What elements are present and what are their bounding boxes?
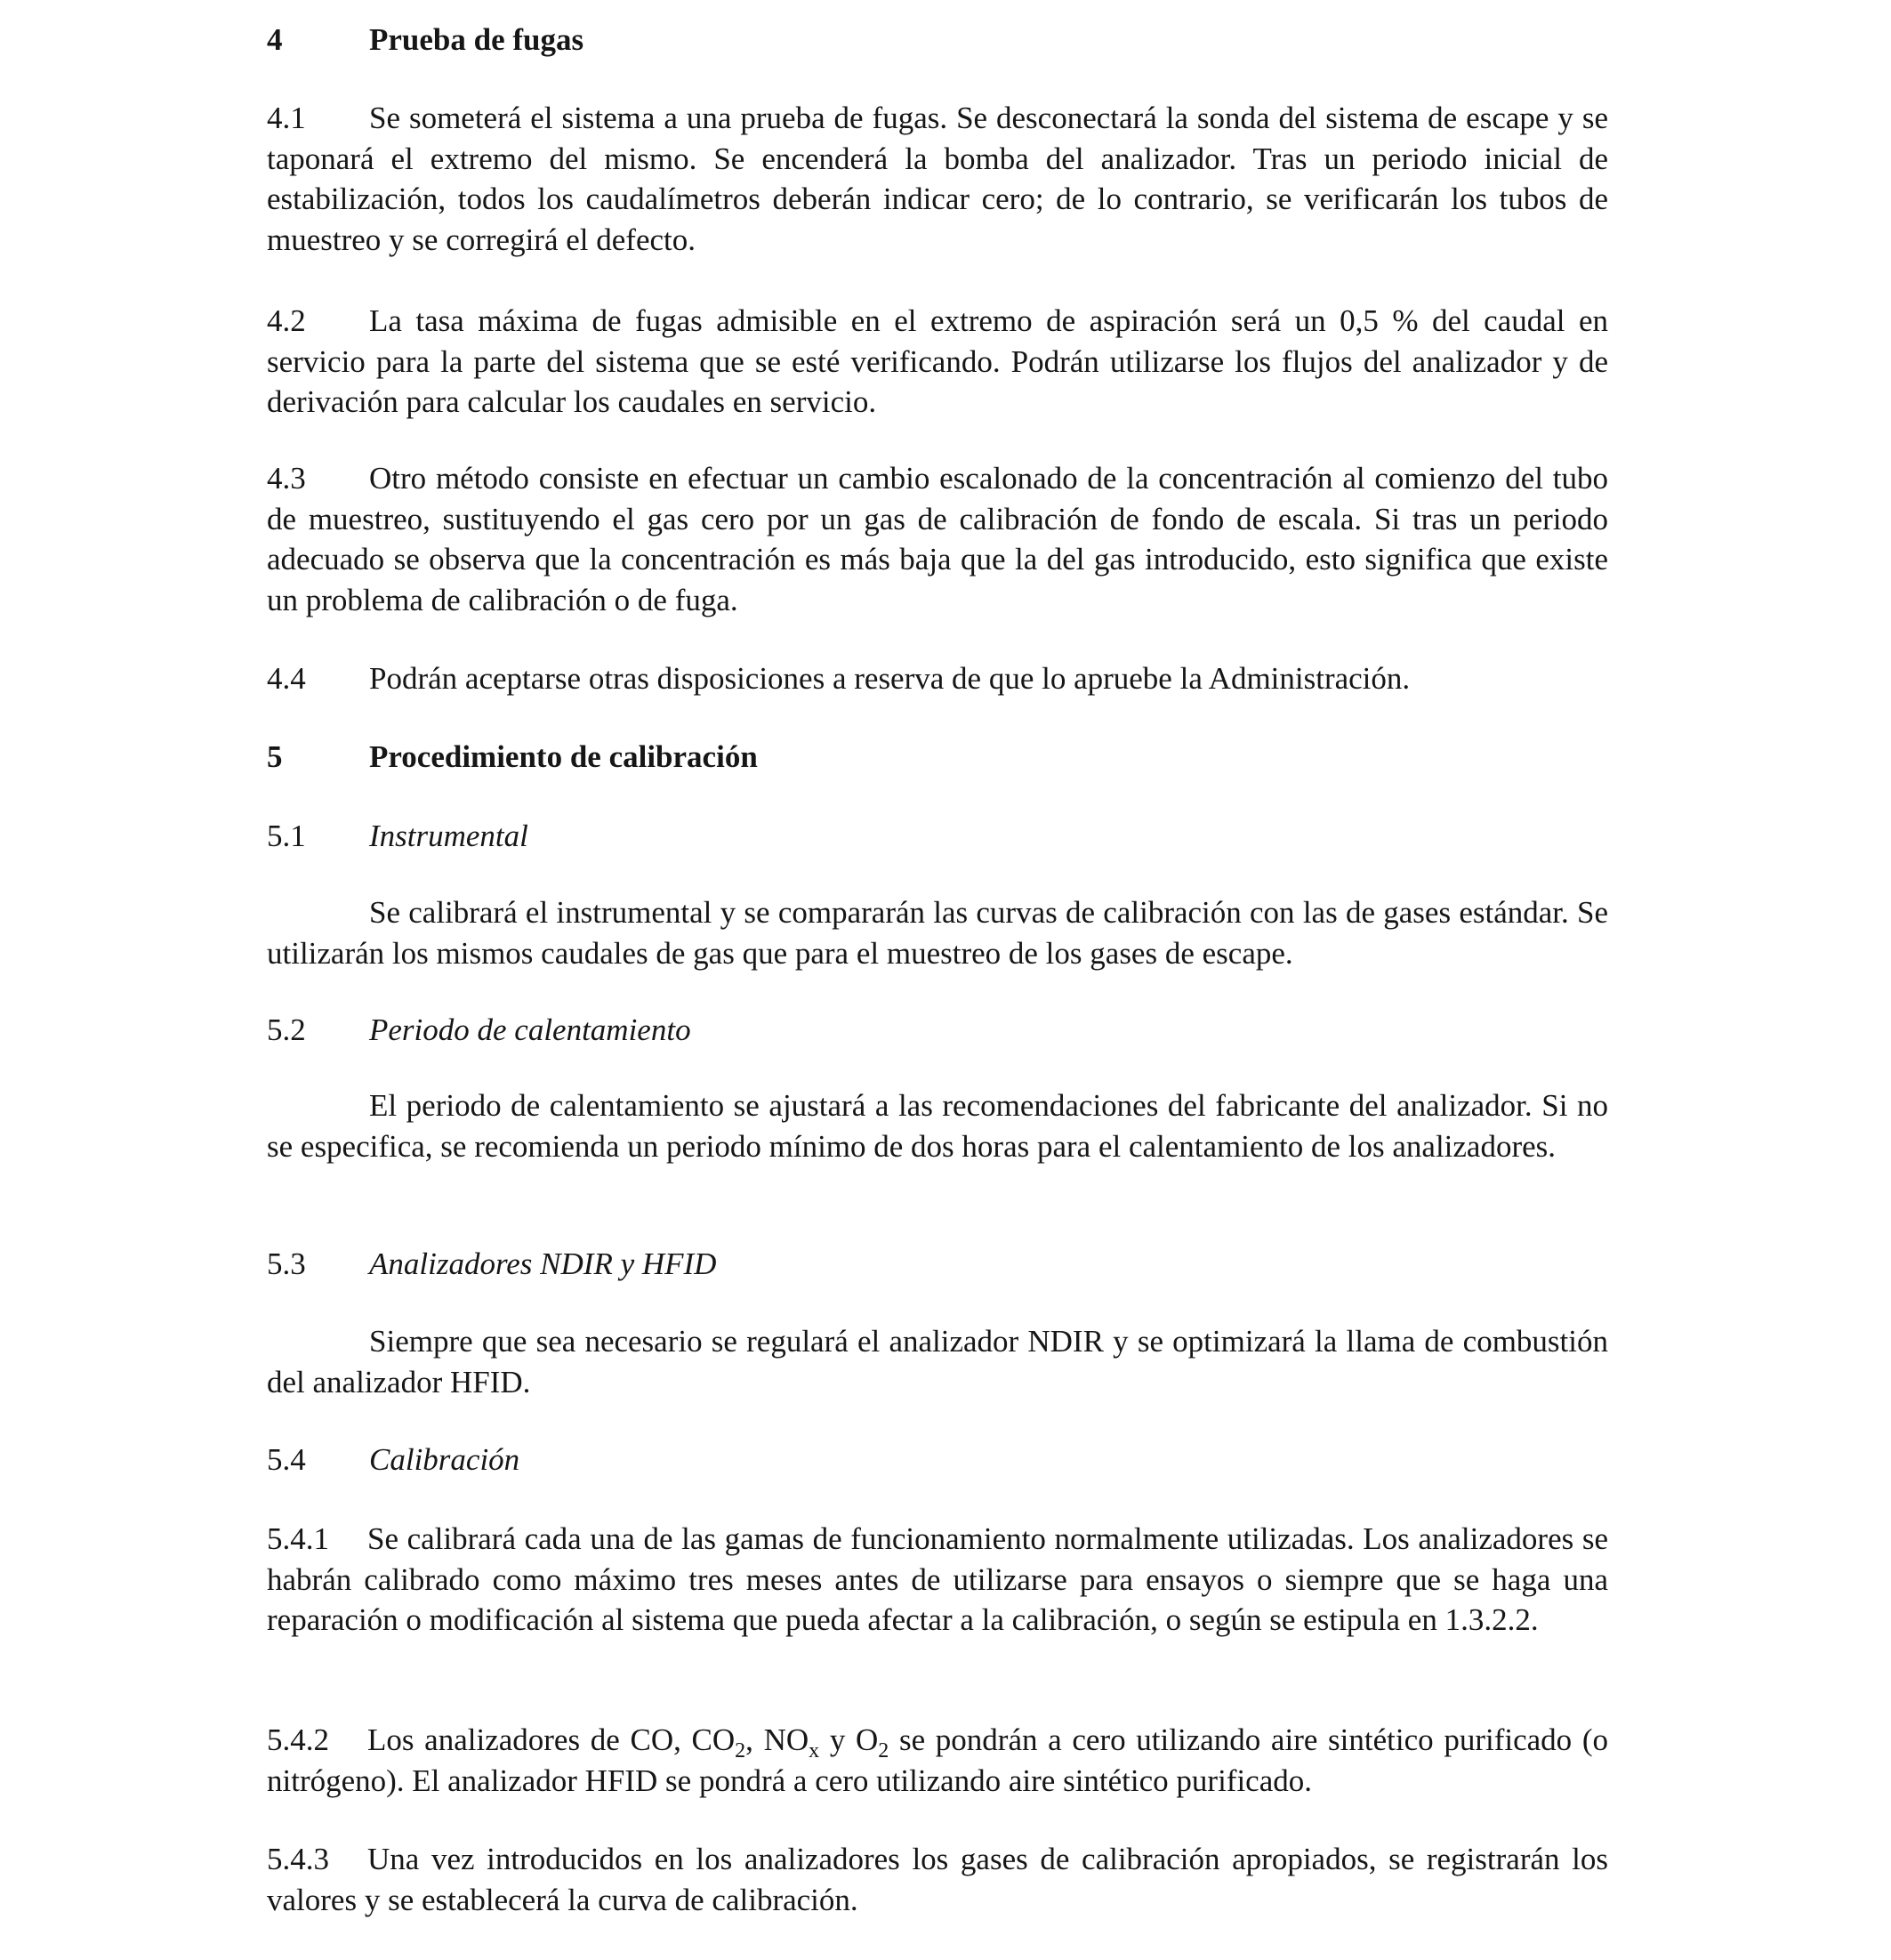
section-5-number: 5: [267, 739, 283, 774]
paragraph-5-4-3-text: Una vez introducidos en los analizadores los gases de calibración apropiados, se registrarán los valores y se establecerá la curva de calibración.: [267, 1842, 1608, 1917]
paragraph-4-2-text: La tasa máxima de fugas admisible en el extremo de aspiración será un 0,5 % del caudal en servicio para la parte del sistema que se esté verificando. Podrán utilizarse los flujos del analizador y de derivación para calcular los caudales en servicio.: [267, 303, 1608, 419]
paragraph-4-4: [267, 658, 1608, 699]
subsection-5-1-title: Instrumental: [369, 819, 528, 853]
paragraph-5-4-2-text-d: se pondrán a cero utilizando aire sintético purificado (o nitrógeno). El analizador HFID se pondrá a cero utilizando aire sintético purificado.: [267, 1722, 1608, 1798]
paragraph-4-1: [267, 98, 1608, 260]
nox-subscript: x: [809, 1739, 820, 1762]
subsection-5-1-number: 5.1: [267, 819, 306, 853]
subsection-5-3-text: Siempre que sea necesario se regulará el analizador NDIR y se optimizará la llama de combustión del analizador HFID.: [267, 1324, 1608, 1399]
paragraph-4-3-number: 4.3: [267, 461, 306, 496]
paragraph-5-4-3-number: 5.4.3: [267, 1842, 329, 1876]
subsection-5-1-text: Se calibrará el instrumental y se compararán las curvas de calibración con las de gases estándar. Se utilizarán los mismos caudales de gas que para el muestreo de los gases de escape.: [267, 895, 1608, 971]
subsection-5-2-title: Periodo de calentamiento: [369, 1012, 691, 1047]
section-4-number: 4: [267, 22, 283, 57]
paragraph-4-3-text: Otro método consiste en efectuar un cambio escalonado de la concentración al comienzo del tubo de muestreo, sustituyendo el gas cero por un gas de calibración de fondo de escala. Si tras un periodo adecuado se observa que la concentración es más baja que la del gas introducido, esto significa que existe un problema de calibración o de fuga.: [267, 461, 1608, 617]
subsection-5-3-number: 5.3: [267, 1246, 306, 1281]
paragraph-5-4-2-text-b: , NO: [745, 1722, 809, 1757]
subsection-5-2-text: El periodo de calentamiento se ajustará a las recomendaciones del fabricante del analizador. Si no se especifica, se recomienda un periodo mínimo de dos horas para el calentamiento de los analizadores.: [267, 1088, 1608, 1164]
paragraph-5-4-3: [267, 1839, 1608, 1920]
paragraph-4-4-number: 4.4: [267, 661, 306, 696]
section-5-title: Procedimiento de calibración: [369, 739, 758, 774]
paragraph-4-2-number: 4.2: [267, 303, 306, 338]
paragraph-5-4-2-number: 5.4.2: [267, 1722, 329, 1757]
paragraph-5-4-1: [267, 1519, 1608, 1641]
subsection-5-3-title: Analizadores NDIR y HFID: [369, 1246, 717, 1281]
paragraph-4-3: [267, 458, 1608, 620]
subsection-5-2-number: 5.2: [267, 1012, 306, 1047]
paragraph-4-1-number: 4.1: [267, 101, 306, 135]
paragraph-5-4-2-text-a: Los analizadores de CO, CO: [367, 1722, 736, 1757]
paragraph-4-2: [267, 301, 1608, 423]
co2-subscript: 2: [735, 1739, 746, 1762]
subsection-5-4-number: 5.4: [267, 1442, 306, 1477]
subsection-5-4-title: Calibración: [369, 1442, 520, 1477]
paragraph-5-4-1-text: Se calibrará cada una de las gamas de funcionamiento normalmente utilizadas. Los analizadores se habrán calibrado como máximo tres meses antes de utilizarse para ensayos o siempre que se haga una reparación o modificación al sistema que pueda afectar a la calibración, o según se estipula en 1.3.2.2.: [267, 1521, 1608, 1637]
o2-subscript: 2: [878, 1739, 889, 1762]
section-4-title: Prueba de fugas: [369, 22, 584, 57]
paragraph-4-4-text: Podrán aceptarse otras disposiciones a reserva de que lo apruebe la Administración.: [369, 661, 1411, 696]
paragraph-5-4-2-text-c: y O: [819, 1722, 879, 1757]
paragraph-5-4-2: [267, 1720, 1608, 1801]
paragraph-4-1-text: Se someterá el sistema a una prueba de fugas. Se desconectará la sonda del sistema de escape y se taponará el extremo del mismo. Se encenderá la bomba del analizador. Tras un periodo inicial de estabilización, todos los caudalímetros deberán indicar cero; de lo contrario, se verificarán los tubos de muestreo y se corregirá el defecto.: [267, 101, 1608, 257]
paragraph-5-4-1-number: 5.4.1: [267, 1521, 329, 1556]
